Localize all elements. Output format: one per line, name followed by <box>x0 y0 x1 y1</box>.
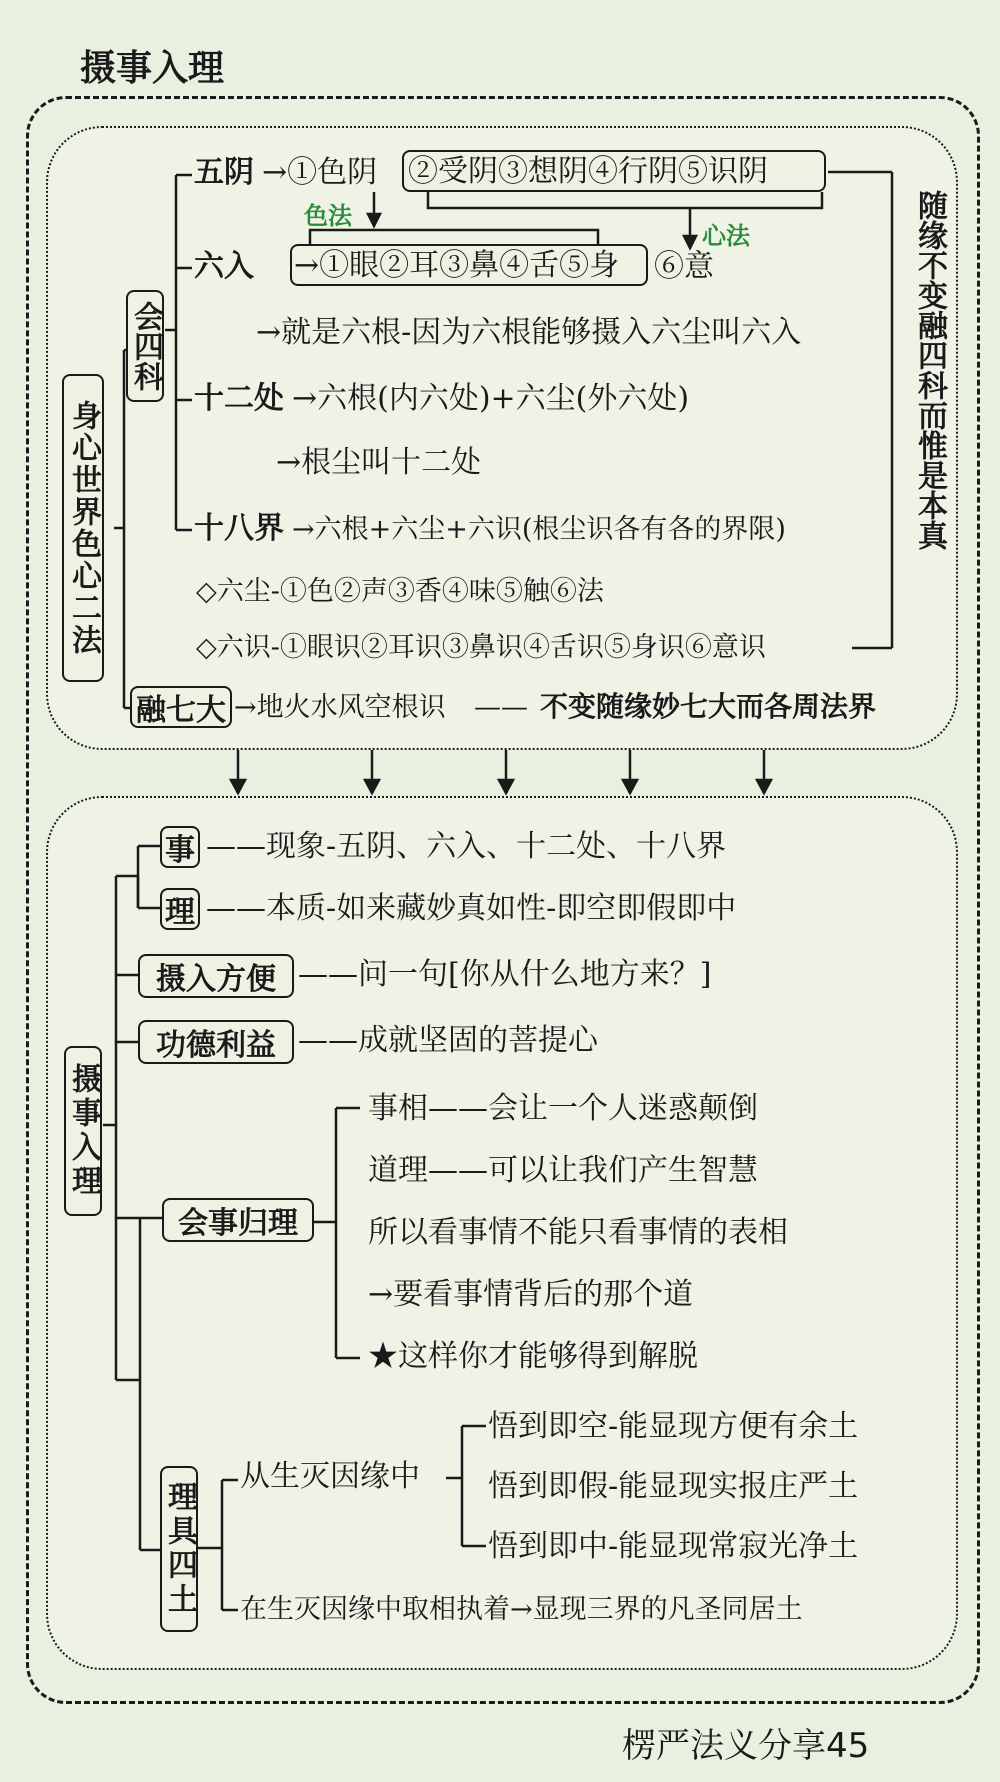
page-title: 摄事入理 <box>80 48 225 89</box>
liuru-desc: →就是六根-因为六根能够摄入六尘叫六入 <box>256 315 802 350</box>
huishi-item-1: 事相——会让一个人迷惑颠倒 <box>368 1091 758 1126</box>
li-desc: ——本质-如来藏妙真如性-即空即假即中 <box>206 891 737 926</box>
shibajie-desc: →六根+六尘+六识(根尘识各有各的界限) <box>292 514 786 545</box>
root-label: 身心世界色心二法 <box>66 400 101 656</box>
box-gongde <box>138 1020 294 1064</box>
hui-si-ke-label: 会四科 <box>128 301 163 391</box>
liju-item-2: 悟到即假-能显现实报庄严土 <box>488 1469 859 1504</box>
sheru-label: 摄入方便 <box>156 962 276 997</box>
sheru-desc: ——问一句[你从什么地方来？] <box>298 957 712 992</box>
wuyin-label: 五阴 <box>194 155 254 190</box>
liuchen-line: ◇六尘-①色②声③香④味⑤触⑥法 <box>196 576 604 607</box>
huishi-item-4: →要看事情背后的那个道 <box>368 1277 694 1312</box>
liuru-items-box <box>290 244 648 286</box>
liushi-line: ◇六识-①眼识②耳识③鼻识④舌识⑤身识⑥意识 <box>196 632 766 663</box>
liuru-label: 六入 <box>194 249 254 284</box>
gongde-desc: ——成就坚固的菩提心 <box>298 1023 598 1058</box>
liju-label: 理具四土 <box>162 1481 197 1617</box>
xinfa-label: 心法 <box>702 221 750 250</box>
box-shi <box>160 826 200 868</box>
huishi-item-3: 所以看事情不能只看事情的表相 <box>368 1215 788 1250</box>
huishi-item-5: ★这样你才能够得到解脱 <box>368 1339 698 1374</box>
shibajie-label: 十八界 <box>194 511 284 546</box>
box-rong-qi-da <box>130 686 232 728</box>
shierchu-desc2: →根尘叫十二处 <box>276 445 482 480</box>
rong-qi-da-bold-desc: 不变随缘妙七大而各周法界 <box>540 690 877 723</box>
shi-desc: ——现象-五阴、六入、十二处、十八界 <box>206 829 727 864</box>
box-liju <box>160 1466 198 1632</box>
li-label: 理 <box>165 895 195 930</box>
liju-from: 从生灭因缘中 <box>240 1459 420 1494</box>
box-hui-si-ke <box>126 290 164 402</box>
box-li <box>160 888 200 930</box>
sefa-label: 色法 <box>304 201 352 230</box>
wuyin-rest: ②受阴③想阴④行阴⑤识阴 <box>408 154 768 189</box>
rong-qi-da-label: 融七大 <box>136 693 226 728</box>
rong-qi-da-dash: —— <box>474 692 528 723</box>
box-huishi <box>162 1198 314 1242</box>
box-sheru <box>138 954 294 998</box>
huishi-label: 会事归理 <box>178 1206 298 1241</box>
liju-last: 在生灭因缘中取相执着→显现三界的凡圣同居土 <box>240 1594 803 1625</box>
rong-qi-da-desc: →地火水风空根识 <box>234 692 446 723</box>
gongde-label: 功德利益 <box>156 1028 276 1063</box>
shi-label: 事 <box>165 833 195 868</box>
footer-text: 楞严法义分享45 <box>622 1726 870 1766</box>
shierchu-label: 十二处 <box>194 381 284 416</box>
sheshi-root-label: 摄事入理 <box>66 1063 101 1199</box>
shierchu-desc: →六根(内六处)+六尘(外六处) <box>292 381 690 416</box>
liuru-items: →①眼②耳③鼻④舌⑤身 <box>294 248 620 283</box>
wuyin-rest-box <box>402 150 826 192</box>
right-vertical-text: 随缘不变融四科而惟是本真 <box>912 190 947 550</box>
root-box-sheshi <box>64 1046 102 1216</box>
huishi-item-2: 道理——可以让我们产生智慧 <box>368 1153 758 1188</box>
liju-item-1: 悟到即空-能显现方便有余土 <box>488 1409 859 1444</box>
wuyin-first: →①色阴 <box>262 155 378 190</box>
liuru-last: ⑥意 <box>654 249 714 284</box>
root-box-shenxin <box>62 374 104 682</box>
liju-item-3: 悟到即中-能显现常寂光净土 <box>488 1529 859 1564</box>
